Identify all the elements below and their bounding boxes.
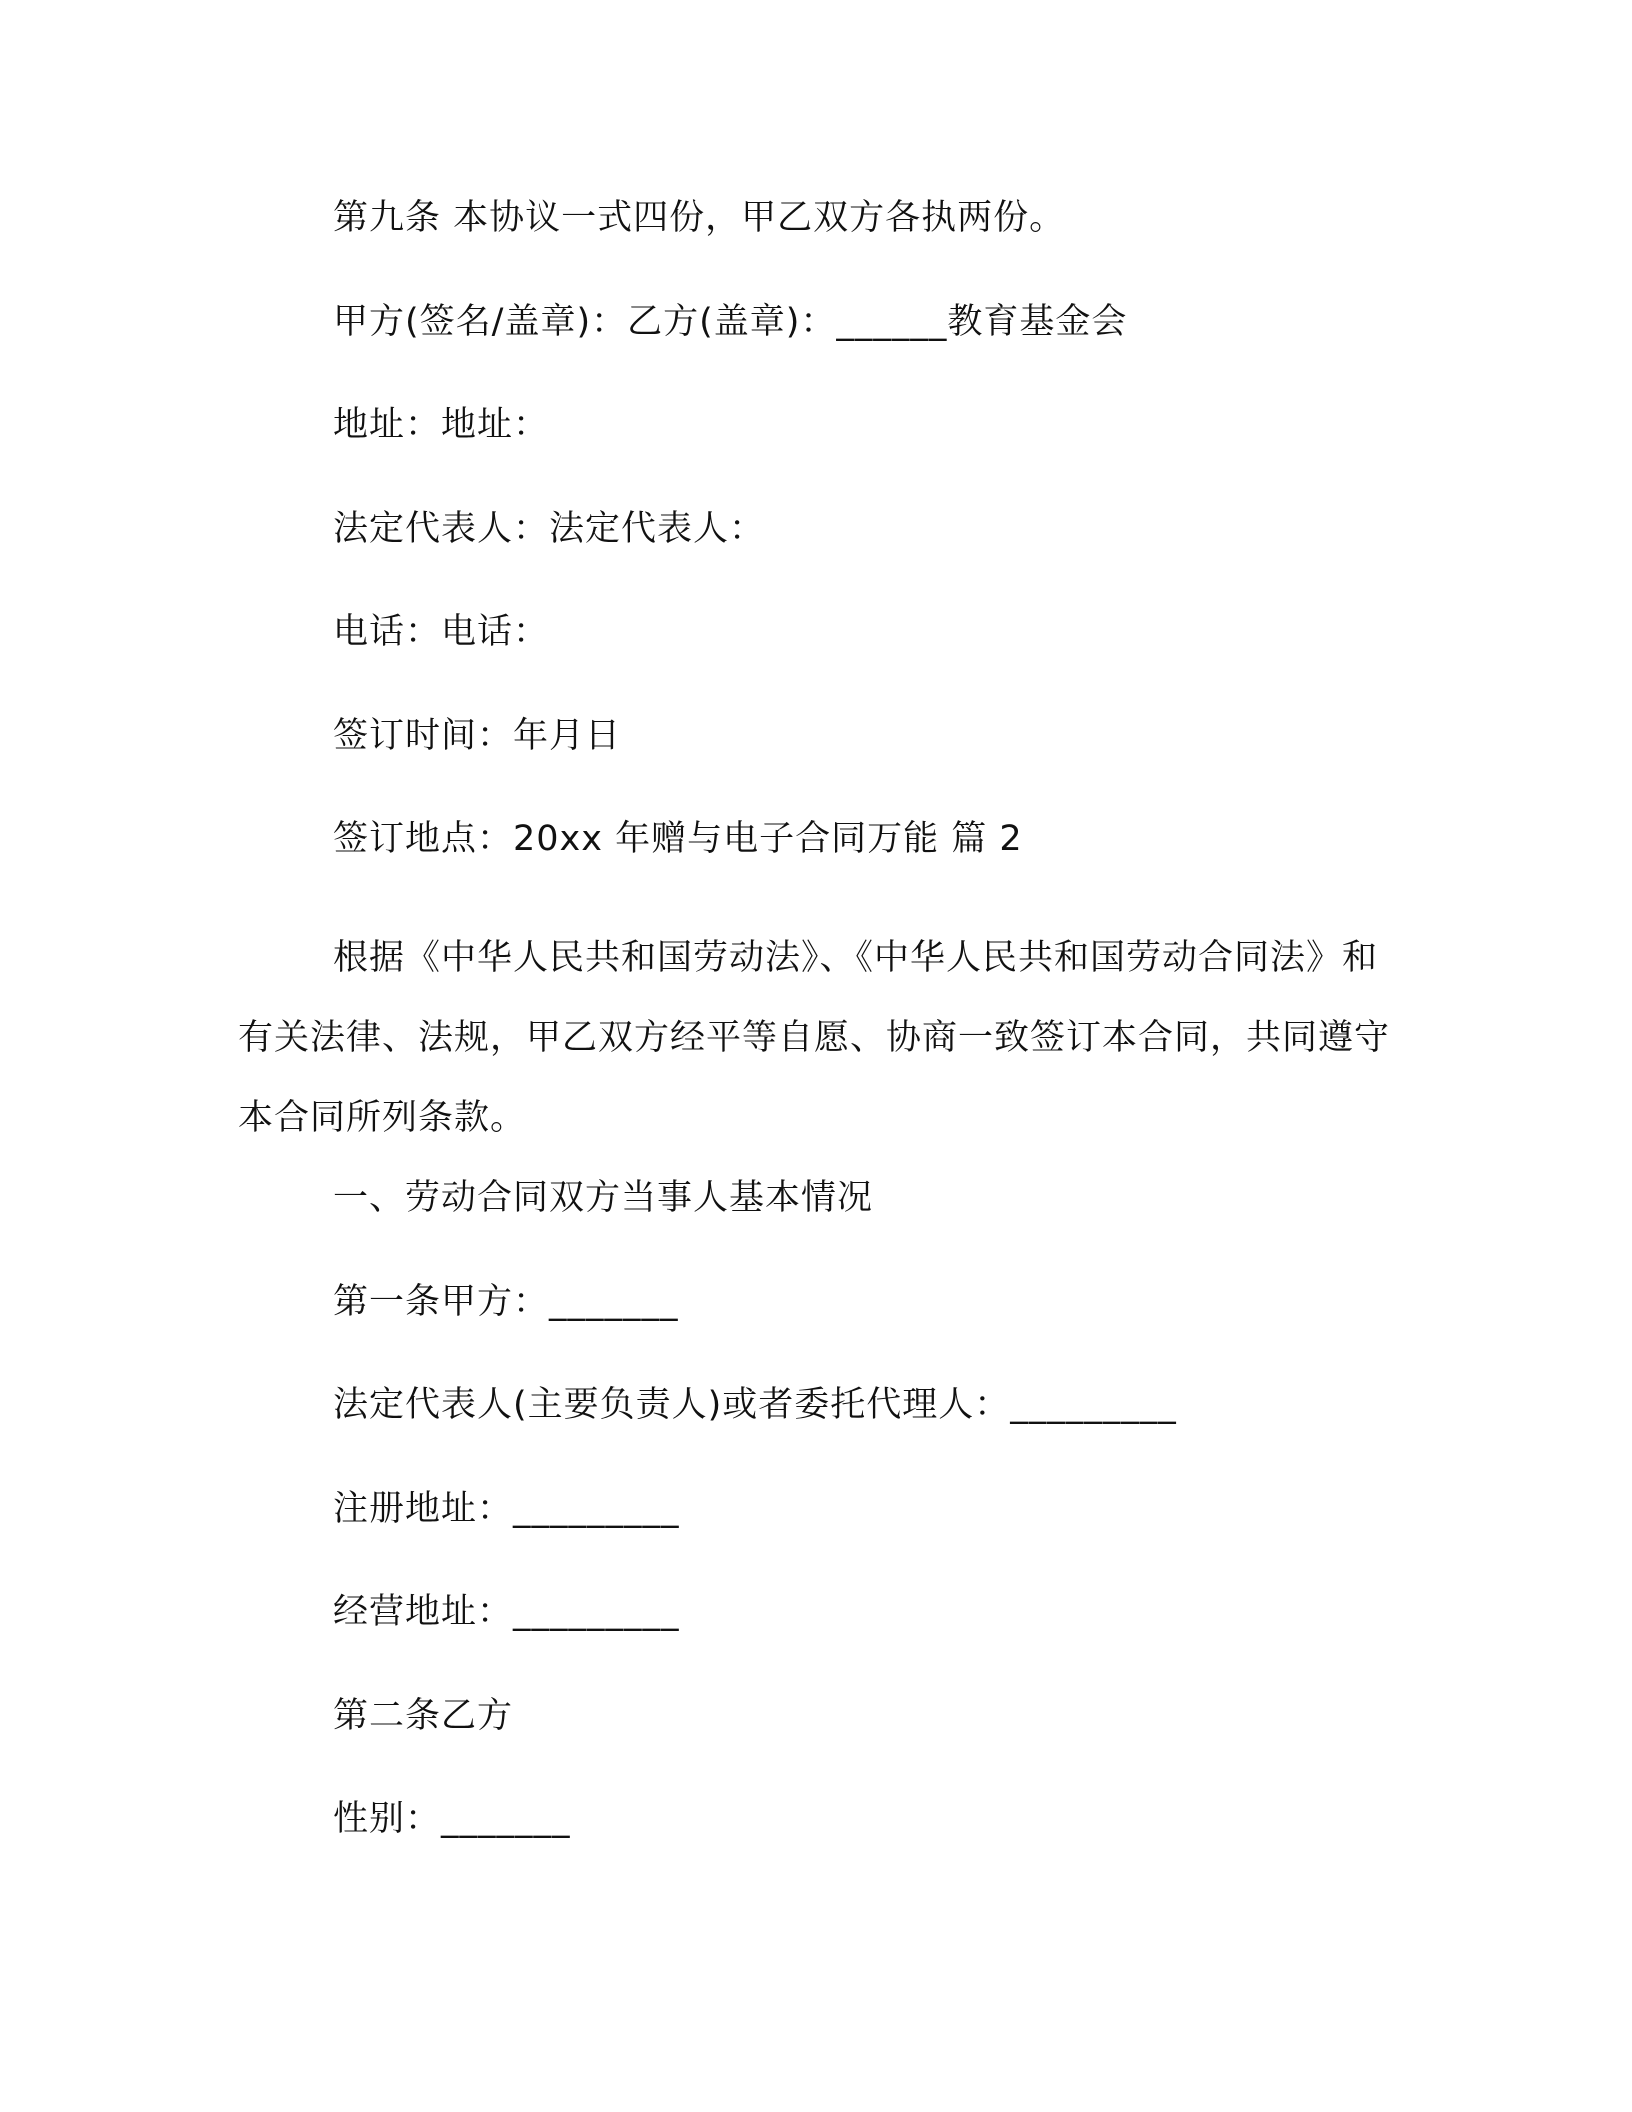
- legal-representative-line: 法定代表人：法定代表人：: [333, 509, 766, 549]
- signing-place-line: 签订地点：20xx 年赠与电子合同万能 篇 2: [333, 819, 1023, 859]
- representative-line: 法定代表人(主要负责人)或者委托代理人：_________: [333, 1385, 1177, 1425]
- party-b-line: 第二条乙方: [333, 1696, 514, 1736]
- article-nine-line: 第九条 本协议一式四份，甲乙双方各执两份。: [333, 198, 1066, 238]
- contract-basis-paragraph: 根据《中华人民共和国劳动法》、《中华人民共和国劳动合同法》和有关法律、法规，甲乙双方经平等自愿、协商一致签订本合同，共同遵守本合同所列条款。: [238, 938, 1391, 1138]
- party-a-line: 第一条甲方：_______: [333, 1282, 679, 1322]
- signing-time-line: 签订时间：年月日: [333, 716, 622, 756]
- address-line: 地址：地址：: [333, 405, 550, 445]
- phone-line: 电话：电话：: [333, 612, 550, 652]
- section-heading: 一、劳动合同双方当事人基本情况: [333, 1178, 874, 1218]
- signature-line: 甲方(签名/盖章)：乙方(盖章)：______教育基金会: [333, 302, 1128, 342]
- gender-line: 性别：_______: [333, 1799, 571, 1839]
- registered-address-line: 注册地址：_________: [333, 1489, 680, 1529]
- business-address-line: 经营地址：_________: [333, 1592, 680, 1632]
